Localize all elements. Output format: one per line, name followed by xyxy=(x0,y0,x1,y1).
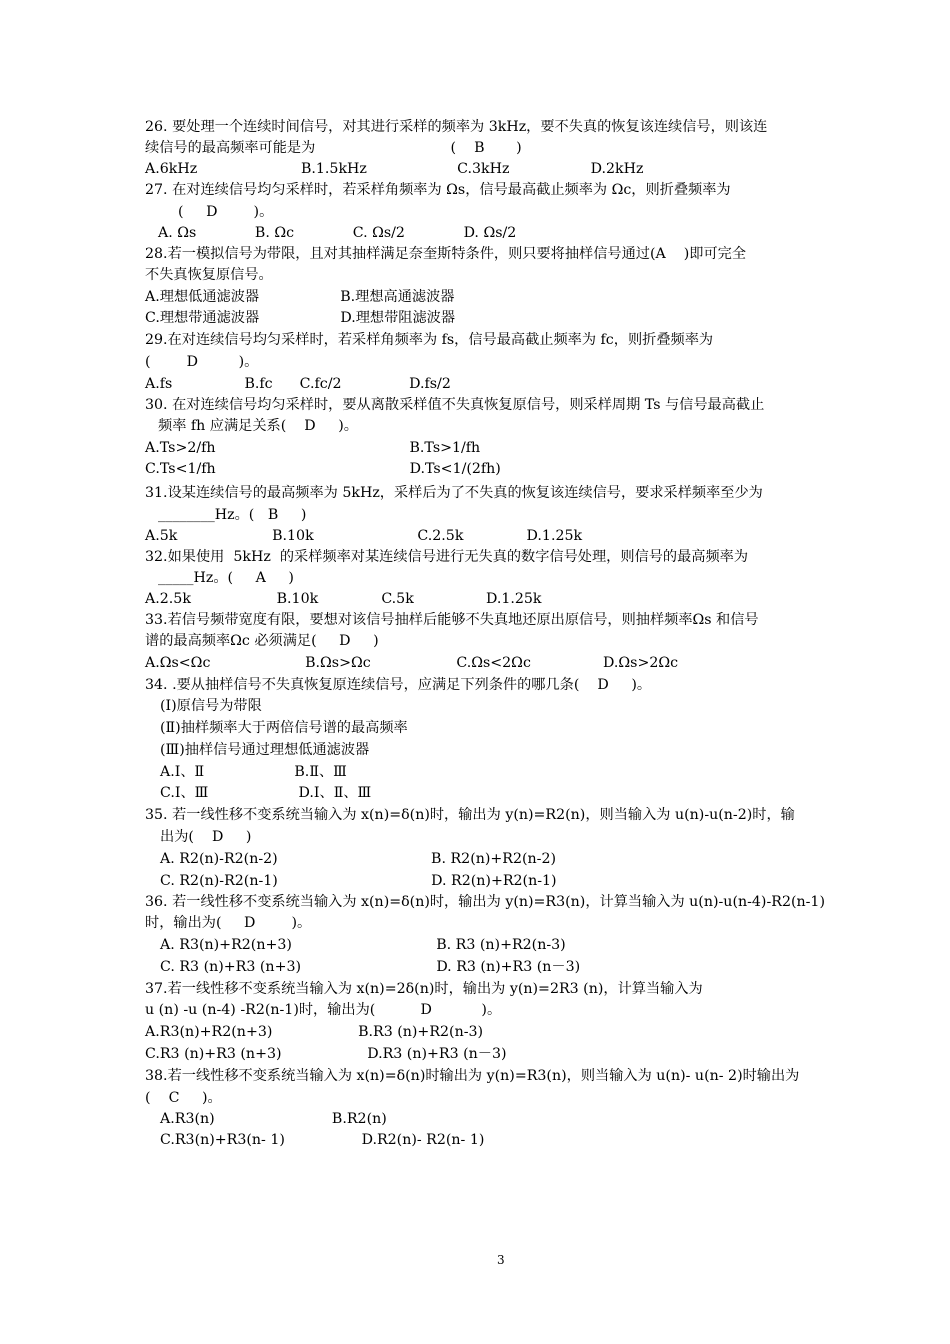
text-line: 37.若一线性移不变系统当输入为 x(n)=2δ(n)时，输出为 y(n)=2R3 (n)，计算当输入为 xyxy=(145,981,703,997)
text-line: (Ⅲ)抽样信号通过理想低通滤波器 xyxy=(160,742,370,758)
text-line: 出为( D ) xyxy=(160,829,252,845)
text-line: (Ⅱ)抽样频率大于两倍信号谱的最高频率 xyxy=(160,720,408,736)
text-line: 频率 fh 应满足关系( D )。 xyxy=(158,418,358,434)
page-number: 3 xyxy=(497,1253,505,1267)
text-line: A.Ωs<Ωc B.Ωs>Ωc C.Ωs<2Ωc D.Ωs>2Ωc xyxy=(145,655,679,671)
text-line: 27. 在对连续信号均匀采样时，若采样角频率为 Ωs，信号最高截止频率为 Ωc，则折叠频率为 xyxy=(145,182,731,198)
text-line: A.2.5k B.10k C.5k D.1.25k xyxy=(145,591,542,607)
text-line: 时，输出为( D )。 xyxy=(145,915,312,931)
text-line: A.5k B.10k C.2.5k D.1.25k xyxy=(145,528,583,544)
text-line: 35. 若一线性移不变系统当输入为 x(n)=δ(n)时，输出为 y(n)=R2(n)，则当输入为 u(n)-u(n-2)时，输 xyxy=(145,807,795,823)
text-line: C. R2(n)-R2(n-1) D. R2(n)+R2(n-1) xyxy=(160,873,557,889)
text-line: A.R3(n) B.R2(n) xyxy=(160,1111,387,1127)
text-line: C.Ⅰ、Ⅲ D.Ⅰ、Ⅱ、Ⅲ xyxy=(160,785,372,801)
text-line: A.R3(n)+R2(n+3) B.R3 (n)+R2(n-3) xyxy=(145,1024,484,1040)
text-line: C.Ts<1/fh D.Ts<1/(2fh) xyxy=(145,461,501,477)
text-line: ( D )。 xyxy=(178,204,274,220)
text-line: 续信号的最高频率可能是为 ( B ) xyxy=(145,140,522,156)
text-line: 29.在对连续信号均匀采样时，若采样角频率为 fs，信号最高截止频率为 fc，则折叠频率为 xyxy=(145,332,714,348)
text-line: A.Ts>2/fh B.Ts>1/fh xyxy=(145,440,481,456)
text-line: 不失真恢复原信号。 xyxy=(145,267,273,283)
text-line: u (n) -u (n-4) -R2(n-1)时，输出为( D )。 xyxy=(145,1002,502,1018)
text-line: C. R3 (n)+R3 (n+3) D. R3 (n)+R3 (n－3) xyxy=(160,959,581,975)
text-line: ________Hz。( B ) xyxy=(158,507,307,523)
text-line: (Ⅰ)原信号为带限 xyxy=(160,698,262,714)
text-line: 28.若一模拟信号为带限，且对其抽样满足奈奎斯特条件，则只要将抽样信号通过(A )即可完全 xyxy=(145,246,747,262)
text-line: C.理想带通滤波器 D.理想带阻滤波器 xyxy=(145,310,456,326)
text-line: 36. 若一线性移不变系统当输入为 x(n)=δ(n)时，输出为 y(n)=R3(n)，计算当输入为 u(n)-u(n-4)-R2(n-1) xyxy=(145,894,825,910)
text-line: 26. 要处理一个连续时间信号，对其进行采样的频率为 3kHz，要不失真的恢复该连续信号，则该连 xyxy=(145,119,768,135)
text-line: A.fs B.fc C.fc/2 D.fs/2 xyxy=(145,376,451,392)
text-line: A.6kHz B.1.5kHz C.3kHz D.2kHz xyxy=(145,161,644,177)
text-line: A. R3(n)+R2(n+3) B. R3 (n)+R2(n-3) xyxy=(160,937,566,953)
text-line: 谱的最高频率Ωc 必须满足( D ) xyxy=(145,633,379,649)
text-line: A. Ωs B. Ωc C. Ωs/2 D. Ωs/2 xyxy=(158,225,517,241)
text-line: 33.若信号频带宽度有限，要想对该信号抽样后能够不失真地还原出原信号，则抽样频率Ωs 和信号 xyxy=(145,612,759,628)
text-line: _____Hz。( A ) xyxy=(158,570,294,586)
text-line: 38.若一线性移不变系统当输入为 x(n)=δ(n)时输出为 y(n)=R3(n)，则当输入为 u(n)- u(n- 2)时输出为 xyxy=(145,1068,800,1084)
text-line: ( C )。 xyxy=(145,1090,222,1106)
text-line: C.R3 (n)+R3 (n+3) D.R3 (n)+R3 (n－3) xyxy=(145,1046,507,1062)
text-line: C.R3(n)+R3(n- 1) D.R2(n)- R2(n- 1) xyxy=(160,1132,485,1148)
text-line: A. R2(n)-R2(n-2) B. R2(n)+R2(n-2) xyxy=(160,851,557,867)
text-line: ( D )。 xyxy=(145,354,259,370)
text-line: 32.如果使用 5kHz 的采样频率对某连续信号进行无失真的数字信号处理，则信号的最高频率为 xyxy=(145,549,749,565)
text-line: A.理想低通滤波器 B.理想高通滤波器 xyxy=(145,289,455,305)
text-line: A.Ⅰ、Ⅱ B.Ⅱ、Ⅲ xyxy=(160,764,347,780)
text-line: 30. 在对连续信号均匀采样时，要从离散采样值不失真恢复原信号，则采样周期 Ts 与信号最高截止 xyxy=(145,397,765,413)
text-line: 34. .要从抽样信号不失真恢复原连续信号，应满足下列条件的哪几条( D )。 xyxy=(145,677,652,693)
text-line: 31.设某连续信号的最高频率为 5kHz，采样后为了不失真的恢复该连续信号，要求采样频率至少为 xyxy=(145,485,763,501)
